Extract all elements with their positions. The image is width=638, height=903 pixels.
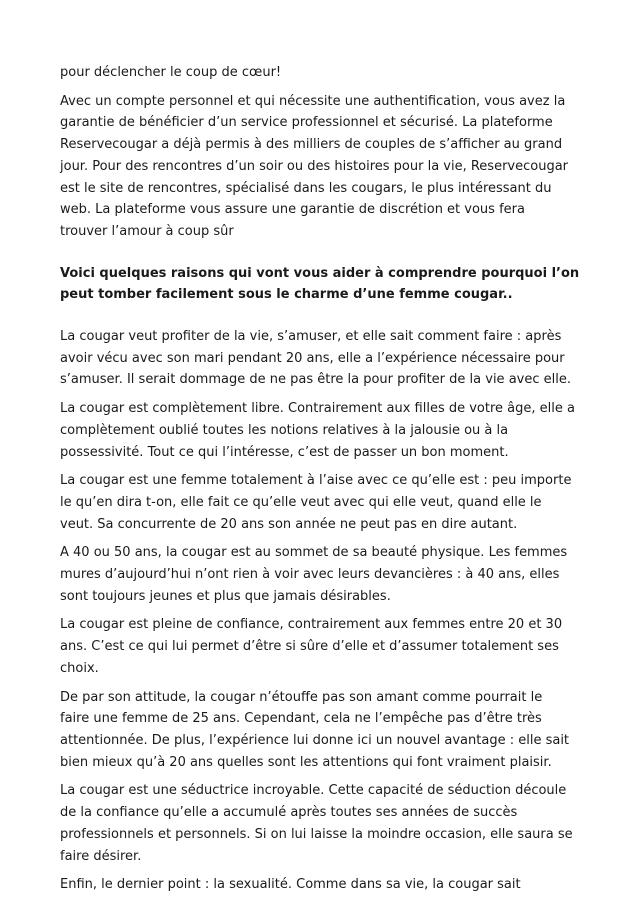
paragraph-reason-6: De par son attitude, la cougar n’étouffe pas son amant comme pourrait le faire une femme de 25 ans. Cependant, cela ne l’empêche pas d’être très attentionnée. De plus, l’expérience lui donne ici un nouvel avantage : elle sait bien mieux qu’à 20 ans quelles sont les attentions qui font vraiment plaisir. bbox=[60, 689, 570, 770]
paragraph-reason-3: La cougar est une femme totalement à l’aise avec ce qu’elle est : peu importe le qu’en dira t-on, elle fait ce qu’elle veut avec qui elle veut, quand elle le veut. Sa concurrente de 20 ans son année ne peut pas en dire autant. bbox=[60, 473, 572, 532]
section-heading: Voici quelques raisons qui vont vous aider à comprendre pourquoi l’on peut tomber facilement sous le charme d’une femme cougar.. bbox=[60, 265, 580, 303]
paragraph-platform: Avec un compte personnel et qui nécessite une authentification, vous avez la garantie de bénéficier d’un service professionnel et sécurisé. La plateforme Reservecougar a déjà permis à des milliers de couples de s’afficher au grand jour. Pour des rencontres d’un soir ou des histoires pour la vie, Reservecougar est le site de rencontres, spécialisé dans les cougars, le plus intéressant du web. La plateforme vous assure une garantie de discrétion et vous fera trouver l’amour à coup sûr bbox=[60, 93, 569, 239]
paragraph-reason-4: A 40 ou 50 ans, la cougar est au sommet de sa beauté physique. Les femmes mures d’aujourd’hui n’ont rien à voir avec leurs devancières : à 40 ans, elles sont toujours jeunes et plus que jamais désirables. bbox=[60, 545, 568, 604]
paragraph-intro-tail: pour déclencher le coup de cœur! bbox=[60, 65, 282, 80]
paragraph-reason-8: Enfin, le dernier point : la sexualité. Comme dans sa vie, la cougar sait bbox=[60, 877, 521, 893]
paragraph-reason-2: La cougar est complètement libre. Contrairement aux filles de votre âge, elle a complètement oublié toutes les notions relatives à la jalousie ou à la possessivité. Tout ce qui l’intéresse, c’est de passer un bon moment. bbox=[60, 401, 575, 460]
paragraph-reason-5: La cougar est pleine de confiance, contrairement aux femmes entre 20 et 30 ans. C’est ce qui lui permet d’être si sûre d’elle et d’assumer totalement ses choix. bbox=[60, 617, 563, 676]
paragraph-reason-1: La cougar veut profiter de la vie, s’amuser, et elle sait comment faire : après avoir vécu avec son mari pendant 20 ans, elle a l’expérience nécessaire pour s’amuser. Il serait dommage de ne pas être la pour profiter de la vie avec elle. bbox=[60, 329, 571, 388]
paragraph-reason-7: La cougar est une séductrice incroyable. Cette capacité de séduction découle de la confiance qu’elle a accumulé après toutes ses années de succès professionnels et personnels. Si on lui laisse la moindre occasion, elle saura se faire désirer. bbox=[60, 783, 573, 864]
